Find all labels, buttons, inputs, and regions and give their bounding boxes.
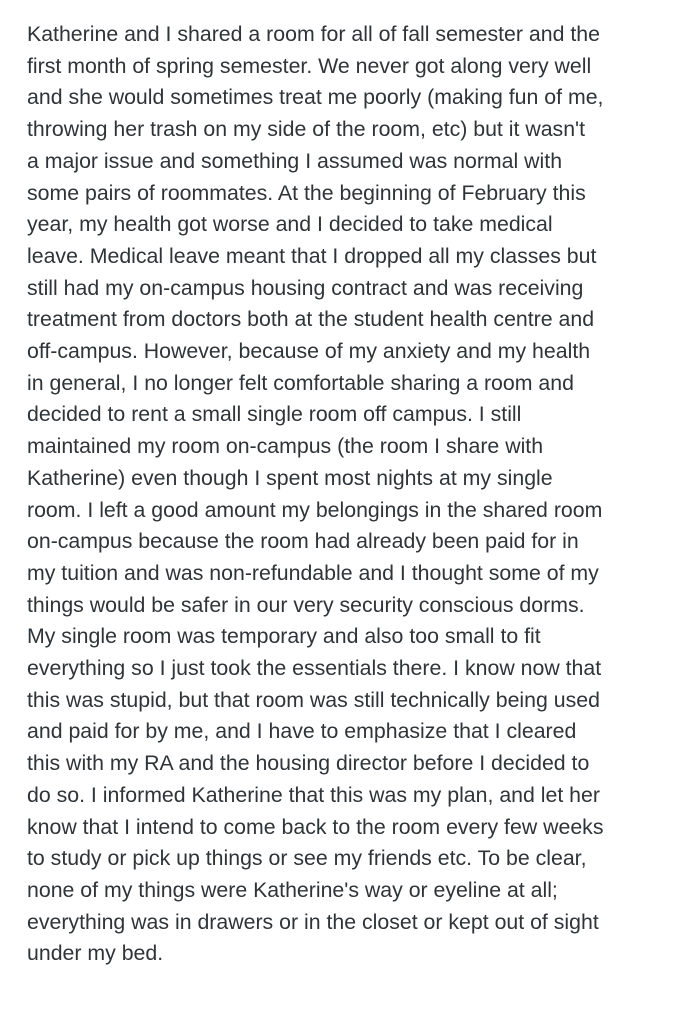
text-line: to study or pick up things or see my friends etc. To be clear,	[27, 846, 587, 871]
text-line: my tuition and was non-refundable and I thought some of my	[27, 560, 599, 585]
text-line: some pairs of roommates. At the beginning of February this	[27, 180, 586, 205]
text-line: know that I intend to come back to the room every few weeks	[27, 814, 604, 839]
text-line: maintained my room on-campus (the room I share with	[27, 434, 544, 459]
text-line: this with my RA and the housing director before I decided to	[27, 751, 590, 776]
text-line: treatment from doctors both at the student health centre and	[27, 307, 595, 332]
text-line: off-campus. However, because of my anxiety and my health	[27, 339, 591, 364]
text-line: first month of spring semester. We never got along very well	[27, 53, 592, 78]
text-line: this was stupid, but that room was still technically being used	[27, 687, 600, 712]
text-line: everything so I just took the essentials there. I know now that	[27, 656, 602, 681]
text-line: Katherine) even though I spent most nights at my single	[27, 465, 553, 490]
text-line: none of my things were Katherine's way or eyeline at all;	[27, 877, 558, 902]
text-line: My single room was temporary and also too small to fit	[27, 624, 541, 649]
story-paragraph	[27, 19, 697, 970]
text-line: still had my on-campus housing contract and was receiving	[27, 275, 584, 300]
text-line: do so. I informed Katherine that this was my plan, and let her	[27, 782, 600, 807]
text-line: and paid for by me, and I have to emphasize that I cleared	[27, 719, 577, 744]
text-line: year, my health got worse and I decided to take medical	[27, 212, 553, 237]
text-line: and she would sometimes treat me poorly (making fun of me,	[27, 85, 604, 110]
text-line: Katherine and I shared a room for all of fall semester and the	[27, 22, 600, 46]
text-line: a major issue and something I assumed was normal with	[27, 148, 563, 173]
text-line: decided to rent a small single room off campus. I still	[27, 402, 522, 427]
text-line: room. I left a good amount my belongings in the shared room	[27, 497, 603, 522]
text-line: everything was in drawers or in the closet or kept out of sight	[27, 909, 599, 934]
text-line: things would be safer in our very security conscious dorms.	[27, 592, 585, 617]
text-line: throwing her trash on my side of the room, etc) but it wasn't	[27, 117, 586, 142]
text-line: leave. Medical leave meant that I dropped all my classes but	[27, 243, 597, 268]
text-line: under my bed.	[27, 941, 164, 966]
text-line: in general, I no longer felt comfortable sharing a room and	[27, 370, 574, 395]
text-line: on-campus because the room had already been paid for in	[27, 529, 579, 554]
